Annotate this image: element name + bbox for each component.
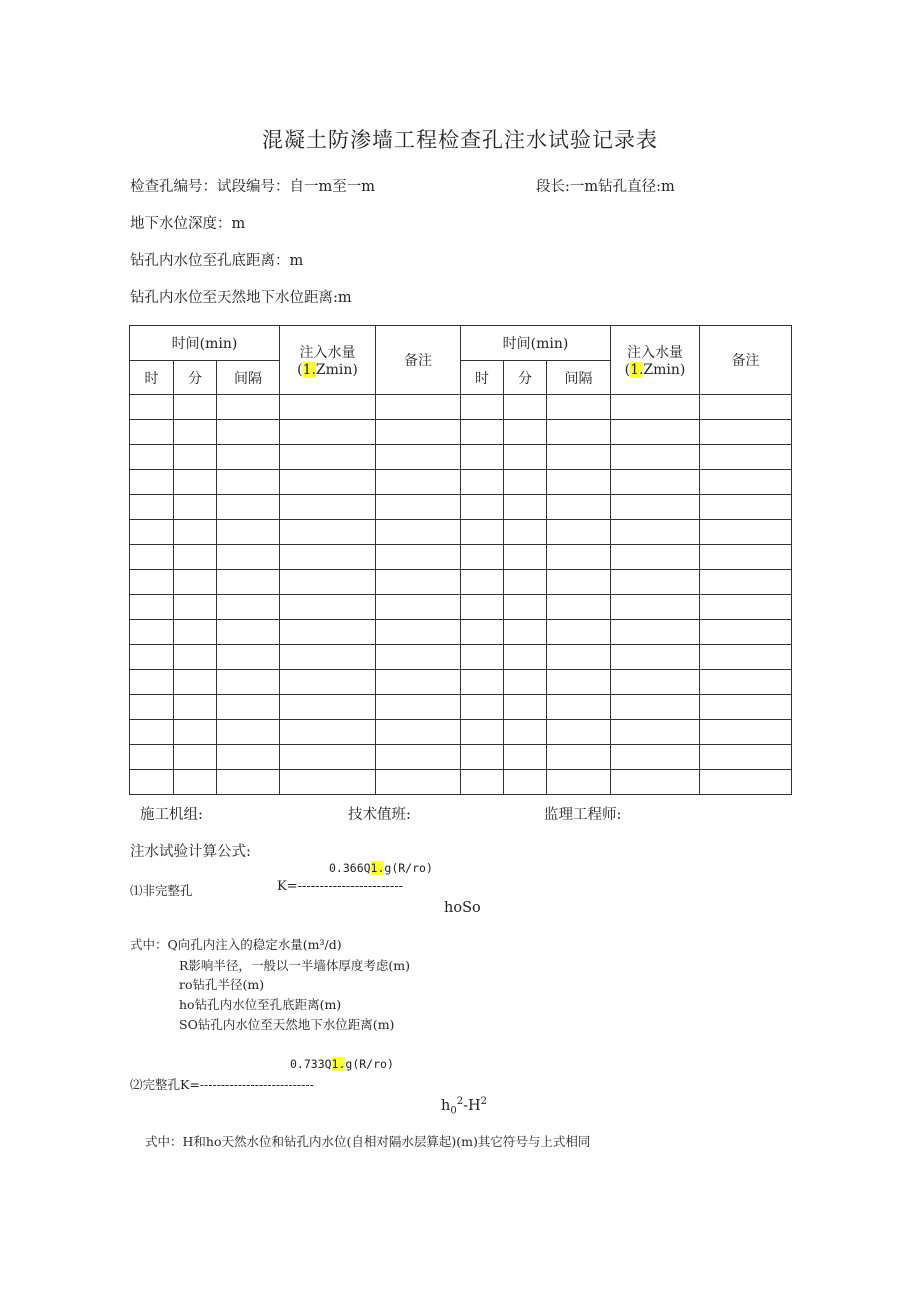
table-cell[interactable]: [280, 620, 376, 645]
table-cell[interactable]: [130, 470, 174, 495]
where-R: R影响半径，一般以一半墙体厚度考虑(m): [179, 958, 411, 973]
table-cell[interactable]: [504, 445, 547, 470]
table-row: [130, 570, 792, 595]
table-cell[interactable]: [611, 520, 700, 545]
formula2-note: 式中：H和ho天然水位和钻孔内水位(自相对隔水层算起)(m)其它符号与上式相同: [145, 1134, 591, 1149]
table-cell[interactable]: [461, 695, 504, 720]
table-cell[interactable]: [174, 420, 217, 445]
formula2-label: ⑵完整孔K=---------------------------: [130, 1077, 314, 1092]
where-intro: 式中：Q向孔内注入的稳定水量(m³/d): [130, 937, 342, 952]
table-cell[interactable]: [611, 595, 700, 620]
hour-header: 时: [461, 361, 504, 395]
time-header-right: 时间(min): [461, 326, 611, 361]
table-cell[interactable]: [504, 520, 547, 545]
table-cell[interactable]: [217, 620, 280, 645]
table-cell[interactable]: [461, 670, 504, 695]
table-cell[interactable]: [217, 770, 280, 795]
table-cell[interactable]: [611, 645, 700, 670]
table-cell[interactable]: [174, 770, 217, 795]
table-cell[interactable]: [547, 470, 611, 495]
table-cell[interactable]: [130, 720, 174, 745]
table-cell[interactable]: [130, 395, 174, 420]
table-row: [130, 520, 792, 545]
table-cell[interactable]: [280, 720, 376, 745]
injection-unit: (1.Zmin): [624, 362, 686, 378]
table-cell[interactable]: [700, 470, 792, 495]
table-cell[interactable]: [461, 545, 504, 570]
water-to-bottom-label: 钻孔内水位至孔底距离：m: [130, 253, 304, 269]
table-cell[interactable]: [376, 645, 461, 670]
table-cell[interactable]: [376, 420, 461, 445]
page-title: 混凝土防渗墙工程检查孔注水试验记录表: [262, 128, 658, 152]
table-cell[interactable]: [504, 745, 547, 770]
water-to-groundwater-label: 钻孔内水位至天然地下水位距离:m: [130, 290, 352, 306]
table-cell[interactable]: [130, 745, 174, 770]
table-cell[interactable]: [611, 445, 700, 470]
table-cell[interactable]: [700, 445, 792, 470]
groundwater-depth-label: 地下水位深度：m: [130, 216, 246, 232]
table-cell[interactable]: [700, 745, 792, 770]
table-cell[interactable]: [504, 670, 547, 695]
table-cell[interactable]: [461, 720, 504, 745]
table-cell[interactable]: [280, 645, 376, 670]
table-cell[interactable]: [130, 570, 174, 595]
table-cell[interactable]: [130, 770, 174, 795]
table-row: [130, 595, 792, 620]
table-cell[interactable]: [174, 570, 217, 595]
table-cell[interactable]: [547, 745, 611, 770]
table-cell[interactable]: [700, 645, 792, 670]
table-cell[interactable]: [376, 545, 461, 570]
table-cell[interactable]: [376, 720, 461, 745]
table-cell[interactable]: [504, 695, 547, 720]
table-cell[interactable]: [376, 595, 461, 620]
table-cell[interactable]: [504, 495, 547, 520]
table-row: [130, 770, 792, 795]
table-cell[interactable]: [217, 670, 280, 695]
table-cell[interactable]: [217, 570, 280, 595]
table-cell[interactable]: [280, 470, 376, 495]
table-cell[interactable]: [611, 570, 700, 595]
table-cell[interactable]: [280, 545, 376, 570]
table-cell[interactable]: [376, 445, 461, 470]
interval-header: 间隔: [547, 361, 611, 395]
table-cell[interactable]: [547, 595, 611, 620]
table-cell[interactable]: [174, 595, 217, 620]
table-cell[interactable]: [280, 770, 376, 795]
table-cell[interactable]: [130, 545, 174, 570]
injection-unit: (1.Zmin): [297, 362, 358, 378]
remark-header-left: 备注: [376, 326, 461, 395]
table-cell[interactable]: [130, 695, 174, 720]
table-row: [130, 495, 792, 520]
table-cell[interactable]: [376, 470, 461, 495]
table-cell[interactable]: [217, 695, 280, 720]
table-cell[interactable]: [700, 395, 792, 420]
table-cell[interactable]: [376, 570, 461, 595]
hole-number-label: 检查孔编号：试段编号：自一m至一m: [130, 179, 375, 195]
table-cell[interactable]: [376, 395, 461, 420]
table-cell[interactable]: [217, 395, 280, 420]
table-cell[interactable]: [504, 420, 547, 445]
table-cell[interactable]: [611, 620, 700, 645]
formula1-label: ⑴非完整孔: [130, 883, 193, 898]
injection-header-left: [280, 326, 376, 395]
supervisor-signature: 监理工程师:: [544, 807, 622, 823]
table-cell[interactable]: [547, 445, 611, 470]
table-cell[interactable]: [547, 770, 611, 795]
tech-signature: 技术值班:: [348, 807, 411, 823]
table-cell[interactable]: [611, 495, 700, 520]
table-cell[interactable]: [217, 595, 280, 620]
table-cell[interactable]: [217, 445, 280, 470]
injection-label: 注入水量: [627, 345, 683, 361]
table-cell[interactable]: [700, 495, 792, 520]
injection-header-right: [611, 326, 700, 395]
table-cell[interactable]: [504, 595, 547, 620]
table-cell[interactable]: [376, 770, 461, 795]
formula2-numerator: 0.733Q1.g(R/ro): [290, 1057, 394, 1071]
table-cell[interactable]: [700, 770, 792, 795]
table-cell[interactable]: [217, 520, 280, 545]
table-cell[interactable]: [174, 520, 217, 545]
table-cell[interactable]: [174, 720, 217, 745]
table-cell[interactable]: [700, 545, 792, 570]
table-cell[interactable]: [611, 720, 700, 745]
table-cell[interactable]: [461, 520, 504, 545]
table-header-row: [130, 326, 792, 361]
table-row: [130, 670, 792, 695]
table-cell[interactable]: [547, 520, 611, 545]
table-row: [130, 420, 792, 445]
table-cell[interactable]: [504, 620, 547, 645]
table-cell[interactable]: [504, 645, 547, 670]
table-row: [130, 445, 792, 470]
table-cell[interactable]: [461, 770, 504, 795]
table-cell[interactable]: [611, 545, 700, 570]
minute-header: 分: [504, 361, 547, 395]
table-cell[interactable]: [547, 620, 611, 645]
table-cell[interactable]: [700, 520, 792, 545]
minute-header: 分: [174, 361, 217, 395]
table-cell[interactable]: [174, 395, 217, 420]
table-cell[interactable]: [280, 420, 376, 445]
table-cell[interactable]: [611, 695, 700, 720]
table-cell[interactable]: [217, 745, 280, 770]
table-cell[interactable]: [700, 620, 792, 645]
table-cell[interactable]: [174, 695, 217, 720]
table-cell[interactable]: [280, 595, 376, 620]
crew-signature: 施工机组:: [140, 807, 203, 823]
table-cell[interactable]: [611, 395, 700, 420]
table-cell[interactable]: [461, 445, 504, 470]
table-cell[interactable]: [174, 645, 217, 670]
where-ho: ho钻孔内水位至孔底距离(m): [179, 997, 342, 1012]
table-cell[interactable]: [504, 470, 547, 495]
table-cell[interactable]: [174, 495, 217, 520]
table-cell[interactable]: [174, 670, 217, 695]
injection-label: 注入水量: [299, 345, 356, 361]
table-cell[interactable]: [461, 570, 504, 595]
table-cell[interactable]: [280, 495, 376, 520]
table-cell[interactable]: [611, 745, 700, 770]
table-cell[interactable]: [376, 520, 461, 545]
formula-heading: 注水试验计算公式:: [130, 844, 251, 860]
table-cell[interactable]: [461, 495, 504, 520]
table-cell[interactable]: [504, 570, 547, 595]
table-cell[interactable]: [461, 595, 504, 620]
table-cell[interactable]: [174, 745, 217, 770]
formula1-denominator: hoSo: [444, 900, 481, 916]
table-cell[interactable]: [611, 470, 700, 495]
table-cell[interactable]: [547, 495, 611, 520]
table-cell[interactable]: [174, 545, 217, 570]
table-cell[interactable]: [174, 445, 217, 470]
table-cell[interactable]: [461, 395, 504, 420]
formula2-denominator: $h_0^2-H^2$: [441, 1096, 488, 1117]
table-cell[interactable]: [217, 470, 280, 495]
table-cell[interactable]: [376, 620, 461, 645]
table-cell[interactable]: [700, 720, 792, 745]
segment-length-label: 段长:一m钻孔直径:m: [536, 179, 675, 195]
table-cell[interactable]: [376, 670, 461, 695]
table-cell[interactable]: [217, 645, 280, 670]
table-cell[interactable]: [611, 420, 700, 445]
table-cell[interactable]: [280, 570, 376, 595]
table-cell[interactable]: [461, 645, 504, 670]
table-cell[interactable]: [461, 420, 504, 445]
table-cell[interactable]: [376, 745, 461, 770]
table-cell[interactable]: [504, 545, 547, 570]
time-header-left: 时间(min): [130, 326, 280, 361]
where-ro: ro钻孔半径(m): [179, 977, 265, 992]
table-row: [130, 470, 792, 495]
table-cell[interactable]: [217, 545, 280, 570]
table-row: [130, 395, 792, 420]
table-cell[interactable]: [376, 695, 461, 720]
table-cell[interactable]: [547, 720, 611, 745]
table-cell[interactable]: [700, 595, 792, 620]
table-cell[interactable]: [174, 620, 217, 645]
table-cell[interactable]: [700, 695, 792, 720]
table-cell[interactable]: [461, 470, 504, 495]
table-row: [130, 645, 792, 670]
formula1-k: K=------------------------: [277, 879, 404, 894]
table-cell[interactable]: [130, 520, 174, 545]
table-cell[interactable]: [547, 645, 611, 670]
table-cell[interactable]: [504, 770, 547, 795]
interval-header: 间隔: [217, 361, 280, 395]
table-cell[interactable]: [130, 670, 174, 695]
table-row: [130, 745, 792, 770]
formula1-numerator: 0.366Q1.g(R/ro): [329, 861, 433, 875]
table-cell[interactable]: [504, 720, 547, 745]
table-cell[interactable]: [217, 420, 280, 445]
table-cell[interactable]: [547, 395, 611, 420]
table-cell[interactable]: [376, 495, 461, 520]
table-cell[interactable]: [700, 570, 792, 595]
table-cell[interactable]: [700, 420, 792, 445]
table-cell[interactable]: [504, 395, 547, 420]
table-cell[interactable]: [280, 520, 376, 545]
record-table: [129, 325, 792, 795]
table-cell[interactable]: [217, 495, 280, 520]
hour-header: 时: [130, 361, 174, 395]
where-so: SO钻孔内水位至天然地下水位距离(m): [179, 1017, 395, 1032]
table-row: [130, 720, 792, 745]
table-cell[interactable]: [461, 745, 504, 770]
table-cell[interactable]: [700, 670, 792, 695]
remark-header-right: 备注: [700, 326, 792, 395]
table-cell[interactable]: [280, 745, 376, 770]
table-cell[interactable]: [280, 445, 376, 470]
table-cell[interactable]: [130, 595, 174, 620]
table-cell[interactable]: [461, 620, 504, 645]
table-cell[interactable]: [130, 495, 174, 520]
table-row: [130, 695, 792, 720]
table-row: [130, 545, 792, 570]
table-cell[interactable]: [174, 470, 217, 495]
table-cell[interactable]: [130, 645, 174, 670]
table-cell[interactable]: [280, 695, 376, 720]
table-row: [130, 620, 792, 645]
table-cell[interactable]: [280, 395, 376, 420]
table-cell[interactable]: [547, 570, 611, 595]
table-cell[interactable]: [130, 420, 174, 445]
table-cell[interactable]: [130, 620, 174, 645]
table-cell[interactable]: [611, 670, 700, 695]
table-cell[interactable]: [547, 545, 611, 570]
table-cell[interactable]: [280, 670, 376, 695]
table-cell[interactable]: [547, 670, 611, 695]
table-cell[interactable]: [547, 695, 611, 720]
table-cell[interactable]: [547, 420, 611, 445]
table-cell[interactable]: [217, 720, 280, 745]
table-cell[interactable]: [130, 445, 174, 470]
table-cell[interactable]: [611, 770, 700, 795]
